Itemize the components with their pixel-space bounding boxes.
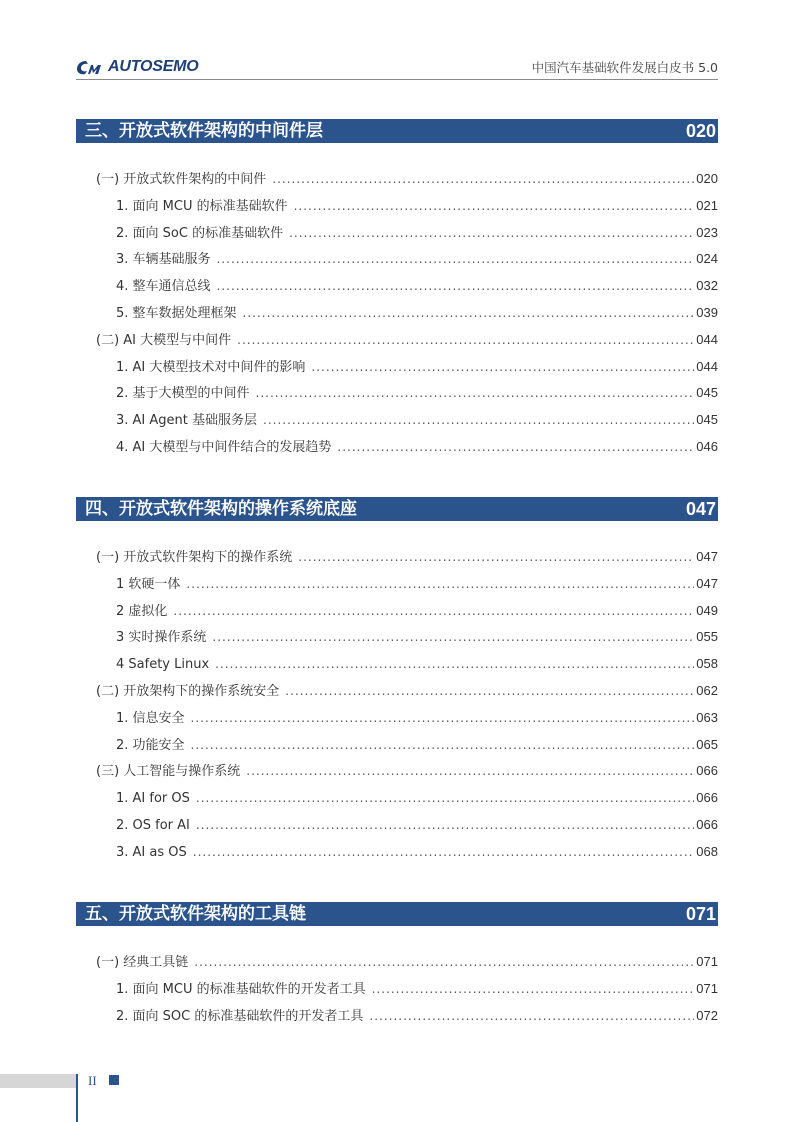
toc-entry[interactable] xyxy=(76,843,718,861)
section-page: 047 xyxy=(685,499,716,519)
toc-entry-page: 045 xyxy=(696,385,718,400)
toc-entry[interactable] xyxy=(76,304,718,322)
toc-entry-label: 2. 基于大模型的中间件 xyxy=(116,386,250,401)
toc-entry-page: 024 xyxy=(696,251,718,266)
header-divider xyxy=(76,79,718,80)
toc-entry-label: 4. 整车通信总线 xyxy=(116,279,211,294)
toc-entry[interactable] xyxy=(76,736,718,754)
toc-entry-label: (二) 开放架构下的操作系统安全 xyxy=(96,684,280,699)
toc-entry-label: 2. 功能安全 xyxy=(116,738,185,753)
toc-entry-label: 3 实时操作系统 xyxy=(116,630,207,645)
toc-entry[interactable] xyxy=(76,709,718,727)
toc-leader-dots xyxy=(186,575,694,593)
toc-entry[interactable] xyxy=(76,655,718,673)
toc-entry-label: 1. AI for OS xyxy=(116,791,190,806)
toc-leader-dots xyxy=(263,411,694,429)
toc-entry-page: 023 xyxy=(696,225,718,240)
toc-entry[interactable] xyxy=(76,816,718,834)
section-title: 三、开放式软件架构的中间件层 xyxy=(85,121,323,141)
toc-leader-dots xyxy=(298,548,694,566)
toc-leader-dots xyxy=(372,980,695,998)
toc-entry[interactable] xyxy=(76,575,718,593)
toc-entry-page: 044 xyxy=(696,359,718,374)
toc-leader-dots xyxy=(289,224,694,242)
toc-entry-page: 071 xyxy=(696,981,718,996)
toc-entry-page: 045 xyxy=(696,412,718,427)
toc-entry[interactable] xyxy=(76,789,718,807)
toc-entry[interactable] xyxy=(76,331,718,349)
page-header xyxy=(76,56,718,78)
toc-leader-dots xyxy=(215,655,694,673)
toc-leader-dots xyxy=(191,709,695,727)
toc-entry[interactable] xyxy=(76,602,718,620)
logo-text: AUTOSEMO xyxy=(108,58,199,75)
toc-entry-page: 047 xyxy=(696,549,718,564)
toc-entry[interactable] xyxy=(76,980,718,998)
toc-entry-label: 3. AI Agent 基础服务层 xyxy=(116,413,258,428)
toc-leader-dots xyxy=(217,250,695,268)
toc-entry-page: 071 xyxy=(696,954,718,969)
toc-leader-dots xyxy=(272,170,694,188)
toc-entry-page: 047 xyxy=(696,576,718,591)
toc-entry-page: 066 xyxy=(696,763,718,778)
section-header[interactable] xyxy=(76,902,718,926)
toc-entry-label: 1 软硬一体 xyxy=(116,577,181,592)
toc-entry-label: 1. AI 大模型技术对中间件的影响 xyxy=(116,360,306,375)
toc-entry[interactable] xyxy=(76,762,718,780)
toc-entry-label: 2. 面向 SOC 的标准基础软件的开发者工具 xyxy=(116,1009,364,1024)
toc-leader-dots xyxy=(256,384,695,402)
toc-entry[interactable] xyxy=(76,250,718,268)
toc-leader-dots xyxy=(173,602,694,620)
toc-entry[interactable] xyxy=(76,682,718,700)
toc-entry-label: 1. 面向 MCU 的标准基础软件 xyxy=(116,199,288,214)
toc-leader-dots xyxy=(193,843,695,861)
toc-leader-dots xyxy=(311,358,694,376)
toc-leader-dots xyxy=(237,331,694,349)
toc-entry[interactable] xyxy=(76,384,718,402)
toc-leader-dots xyxy=(285,682,694,700)
toc-entry-page: 032 xyxy=(696,278,718,293)
toc-entry-label: 3. AI as OS xyxy=(116,845,187,860)
section-page: 071 xyxy=(685,904,716,924)
toc-entry-label: 5. 整车数据处理框架 xyxy=(116,306,237,321)
toc-entry-page: 039 xyxy=(696,305,718,320)
toc-entry[interactable] xyxy=(76,170,718,188)
toc-entry-label: 2 虚拟化 xyxy=(116,604,168,619)
toc-entry-label: 1. 信息安全 xyxy=(116,711,185,726)
footer-square-icon xyxy=(109,1075,119,1085)
toc-entry-label: (三) 人工智能与操作系统 xyxy=(96,764,241,779)
toc-entry-page: 066 xyxy=(696,817,718,832)
toc-entry[interactable] xyxy=(76,953,718,971)
section-title: 五、开放式软件架构的工具链 xyxy=(85,904,306,924)
toc-entry-label: 3. 车辆基础服务 xyxy=(116,252,211,267)
toc-entry-label: (一) 开放式软件架构下的操作系统 xyxy=(96,550,293,565)
document-title: 中国汽车基础软件发展白皮书 5.0 xyxy=(531,60,718,75)
toc-entry[interactable] xyxy=(76,548,718,566)
toc-entry-label: 2. 面向 SoC 的标准基础软件 xyxy=(116,226,284,241)
toc-entry[interactable] xyxy=(76,411,718,429)
toc-leader-dots xyxy=(246,762,694,780)
autosemo-logo xyxy=(76,56,199,78)
toc-leader-dots xyxy=(217,277,695,295)
toc-entry-page: 046 xyxy=(696,439,718,454)
toc-entry-page: 049 xyxy=(696,603,718,618)
toc-entry-label: 2. OS for AI xyxy=(116,818,190,833)
toc-entry[interactable] xyxy=(76,197,718,215)
toc-leader-dots xyxy=(212,628,694,646)
toc-entry-page: 058 xyxy=(696,656,718,671)
toc-entry-page: 063 xyxy=(696,710,718,725)
toc-entry-page: 062 xyxy=(696,683,718,698)
toc-entry[interactable] xyxy=(76,1007,718,1025)
toc-leader-dots xyxy=(194,953,694,971)
toc-entry[interactable] xyxy=(76,277,718,295)
footer-vertical-rule xyxy=(76,1074,78,1122)
section-header[interactable] xyxy=(76,497,718,521)
footer-page-number: II xyxy=(88,1073,97,1088)
toc-entry-page: 020 xyxy=(696,171,718,186)
toc-entry-page: 066 xyxy=(696,790,718,805)
cm-logo-icon xyxy=(76,58,106,76)
toc-entry-label: (一) 开放式软件架构的中间件 xyxy=(96,172,267,187)
section-page: 020 xyxy=(685,121,716,141)
toc-entry-label: 1. 面向 MCU 的标准基础软件的开发者工具 xyxy=(116,982,366,997)
toc-leader-dots xyxy=(243,304,695,322)
toc-entry-label: 4 Safety Linux xyxy=(116,657,210,672)
toc-entry-page: 044 xyxy=(696,332,718,347)
toc-leader-dots xyxy=(196,789,694,807)
toc-entry-label: (二) AI 大模型与中间件 xyxy=(96,333,232,348)
toc-entry-page: 072 xyxy=(696,1008,718,1023)
footer-gray-bar xyxy=(0,1074,76,1088)
toc-entry-page: 055 xyxy=(696,629,718,644)
toc-entry[interactable] xyxy=(76,438,718,456)
toc-entry-page: 065 xyxy=(696,737,718,752)
section-title: 四、开放式软件架构的操作系统底座 xyxy=(85,499,357,519)
toc-leader-dots xyxy=(337,438,694,456)
toc-entry-page: 068 xyxy=(696,844,718,859)
toc-entry-page: 021 xyxy=(696,198,718,213)
toc-leader-dots xyxy=(196,816,694,834)
toc-entry-label: (一) 经典工具链 xyxy=(96,955,189,970)
toc-entry[interactable] xyxy=(76,628,718,646)
section-header[interactable] xyxy=(76,119,718,143)
toc-entry[interactable] xyxy=(76,358,718,376)
toc-leader-dots xyxy=(191,736,695,754)
toc-entry-label: 4. AI 大模型与中间件结合的发展趋势 xyxy=(116,440,332,455)
toc-entry[interactable] xyxy=(76,224,718,242)
toc-leader-dots xyxy=(369,1007,694,1025)
toc-leader-dots xyxy=(294,197,695,215)
